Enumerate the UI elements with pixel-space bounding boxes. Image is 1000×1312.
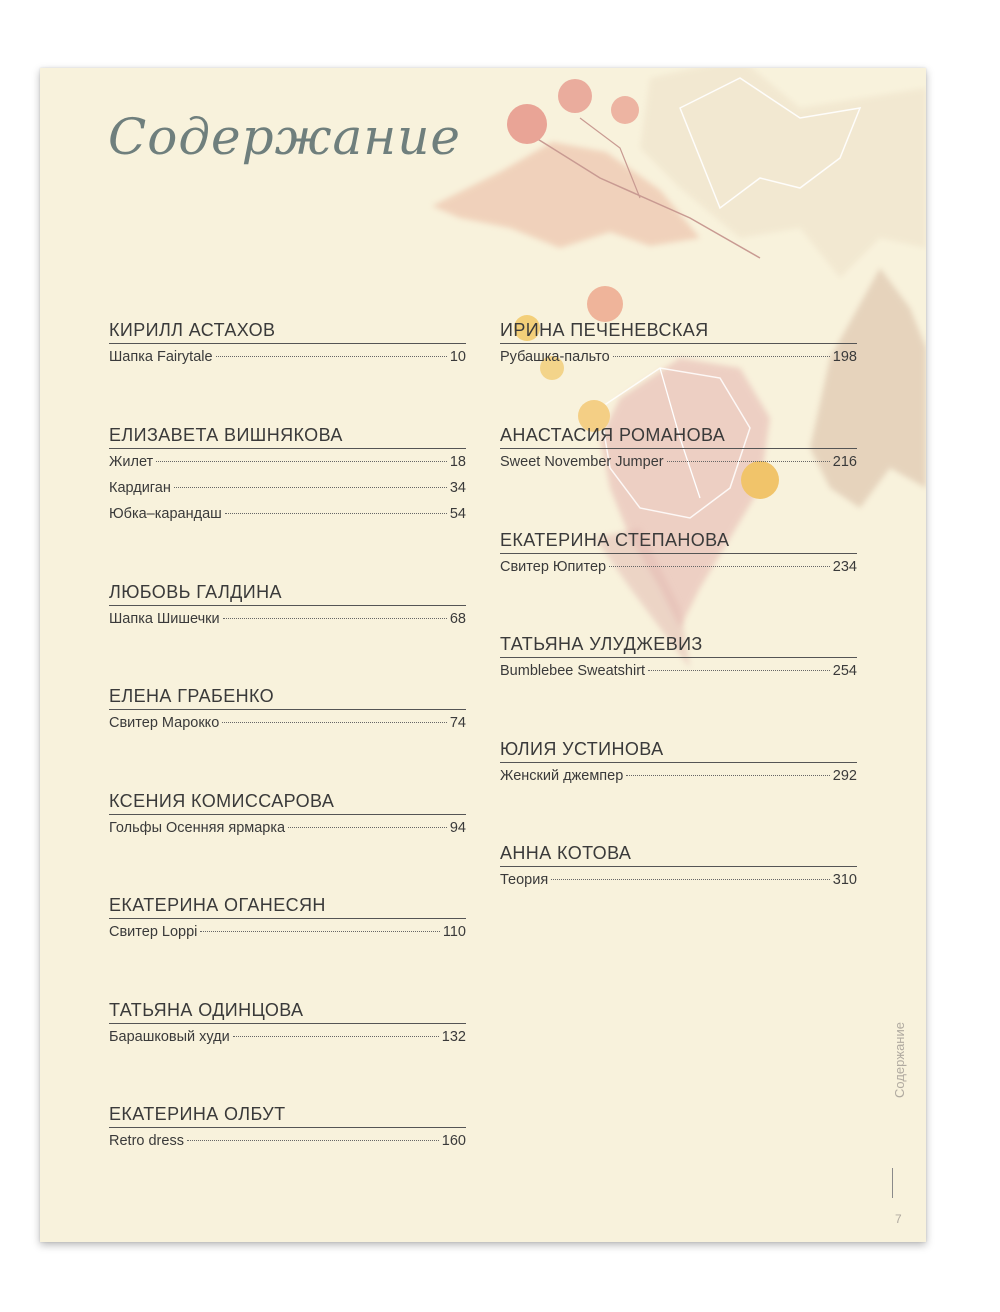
- author-name: ЮЛИЯ УСТИНОВА: [500, 739, 857, 763]
- entry-title: Шапка Fairytale: [109, 349, 213, 365]
- entry-title: Кардиган: [109, 480, 171, 496]
- toc-entry[interactable]: [500, 449, 857, 475]
- toc-section: [500, 425, 857, 475]
- entry-page-number: 160: [441, 1133, 466, 1149]
- toc-entry[interactable]: [109, 710, 466, 736]
- toc-section: [109, 320, 466, 370]
- berry: [611, 96, 639, 124]
- dot-leader: [216, 356, 447, 357]
- author-name: ЕКАТЕРИНА ОГАНЕСЯН: [109, 895, 466, 919]
- dot-leader: [626, 775, 830, 776]
- toc-entry[interactable]: [109, 344, 466, 370]
- dot-leader: [222, 722, 447, 723]
- author-name: АННА КОТОВА: [500, 843, 857, 867]
- entry-page-number: 132: [441, 1029, 466, 1045]
- toc-section: [109, 686, 466, 736]
- entry-title: Шапка Шишечки: [109, 611, 220, 627]
- entry-title: Гольфы Осенняя ярмарка: [109, 820, 286, 836]
- entry-page-number: 254: [832, 663, 857, 679]
- entry-title: Женский джемпер: [500, 768, 624, 784]
- toc-entry[interactable]: [109, 919, 466, 945]
- entry-page-number: 310: [832, 872, 857, 888]
- entry-page-number: 34: [449, 480, 466, 496]
- author-name: АНАСТАСИЯ РОМАНОВА: [500, 425, 857, 449]
- entry-page-number: 94: [449, 820, 466, 836]
- author-name: ЕЛЕНА ГРАБЕНКО: [109, 686, 466, 710]
- toc-entry[interactable]: [109, 606, 466, 632]
- entry-title: Теория: [500, 872, 549, 888]
- dot-leader: [667, 461, 830, 462]
- toc-entry[interactable]: [109, 1024, 466, 1050]
- toc-section: [500, 320, 857, 370]
- dot-leader: [551, 879, 830, 880]
- dot-leader: [187, 1140, 439, 1141]
- toc-entry[interactable]: [500, 554, 857, 580]
- entry-title: Свитер Loppi: [109, 924, 198, 940]
- berry: [558, 79, 592, 113]
- author-name: ЕКАТЕРИНА ОЛБУТ: [109, 1104, 466, 1128]
- dot-leader: [613, 356, 830, 357]
- dot-leader: [648, 670, 830, 671]
- toc-entry[interactable]: [500, 658, 857, 684]
- entry-page-number: 216: [832, 454, 857, 470]
- dot-leader: [174, 487, 447, 488]
- entry-title: Рубашка-пальто: [500, 349, 610, 365]
- running-section-label: Содержание: [892, 1022, 907, 1098]
- entry-page-number: 18: [449, 454, 466, 470]
- entry-page-number: 110: [442, 924, 466, 940]
- toc-entry[interactable]: [500, 867, 857, 893]
- entry-title: Юбка–карандаш: [109, 506, 222, 522]
- toc-entry[interactable]: [109, 449, 466, 475]
- entry-title: Свитер Марокко: [109, 715, 220, 731]
- entry-page-number: 74: [449, 715, 466, 731]
- entry-title: Барашковый худи: [109, 1029, 230, 1045]
- book-page: [40, 68, 926, 1242]
- dot-leader: [200, 931, 439, 932]
- author-name: ТАТЬЯНА УЛУДЖЕВИЗ: [500, 634, 857, 658]
- toc-section: [109, 425, 466, 527]
- entry-title: Retro dress: [109, 1133, 184, 1149]
- toc-section: [500, 634, 857, 684]
- toc-entry[interactable]: [109, 815, 466, 841]
- page-title: Содержание: [108, 108, 462, 166]
- entry-title: Bumblebee Sweatshirt: [500, 663, 646, 679]
- toc-entry[interactable]: [109, 1128, 466, 1154]
- entry-page-number: 10: [449, 349, 466, 365]
- dot-leader: [288, 827, 447, 828]
- toc-section: [109, 1104, 466, 1154]
- toc-section: [109, 582, 466, 632]
- entry-page-number: 68: [449, 611, 466, 627]
- toc-section: [500, 739, 857, 789]
- toc-section: [109, 895, 466, 945]
- leaf-shape: [640, 68, 926, 278]
- entry-title: Свитер Юпитер: [500, 559, 607, 575]
- toc-section: [500, 530, 857, 580]
- author-name: КИРИЛЛ АСТАХОВ: [109, 320, 466, 344]
- author-name: ИРИНА ПЕЧЕНЕВСКАЯ: [500, 320, 857, 344]
- author-name: ТАТЬЯНА ОДИНЦОВА: [109, 1000, 466, 1024]
- author-name: КСЕНИЯ КОМИССАРОВА: [109, 791, 466, 815]
- toc-section: [109, 791, 466, 841]
- toc-entry[interactable]: [500, 763, 857, 789]
- entry-page-number: 54: [449, 506, 466, 522]
- toc-entry[interactable]: [109, 501, 466, 527]
- berry: [507, 104, 547, 144]
- dot-leader: [225, 513, 447, 514]
- dot-leader: [156, 461, 447, 462]
- page-number: 7: [895, 1212, 902, 1226]
- toc-section: [109, 1000, 466, 1050]
- side-divider: [892, 1168, 893, 1198]
- dot-leader: [609, 566, 830, 567]
- toc-entry[interactable]: [500, 344, 857, 370]
- entry-page-number: 234: [832, 559, 857, 575]
- author-name: ЛЮБОВЬ ГАЛДИНА: [109, 582, 466, 606]
- entry-title: Жилет: [109, 454, 154, 470]
- entry-title: Sweet November Jumper: [500, 454, 664, 470]
- dot-leader: [233, 1036, 439, 1037]
- toc-entry[interactable]: [109, 475, 466, 501]
- author-name: ЕЛИЗАВЕТА ВИШНЯКОВА: [109, 425, 466, 449]
- leaf-shape: [600, 358, 770, 628]
- entry-page-number: 198: [832, 349, 857, 365]
- dot-leader: [223, 618, 447, 619]
- berry: [587, 286, 623, 322]
- author-name: ЕКАТЕРИНА СТЕПАНОВА: [500, 530, 857, 554]
- toc-section: [500, 843, 857, 893]
- entry-page-number: 292: [832, 768, 857, 784]
